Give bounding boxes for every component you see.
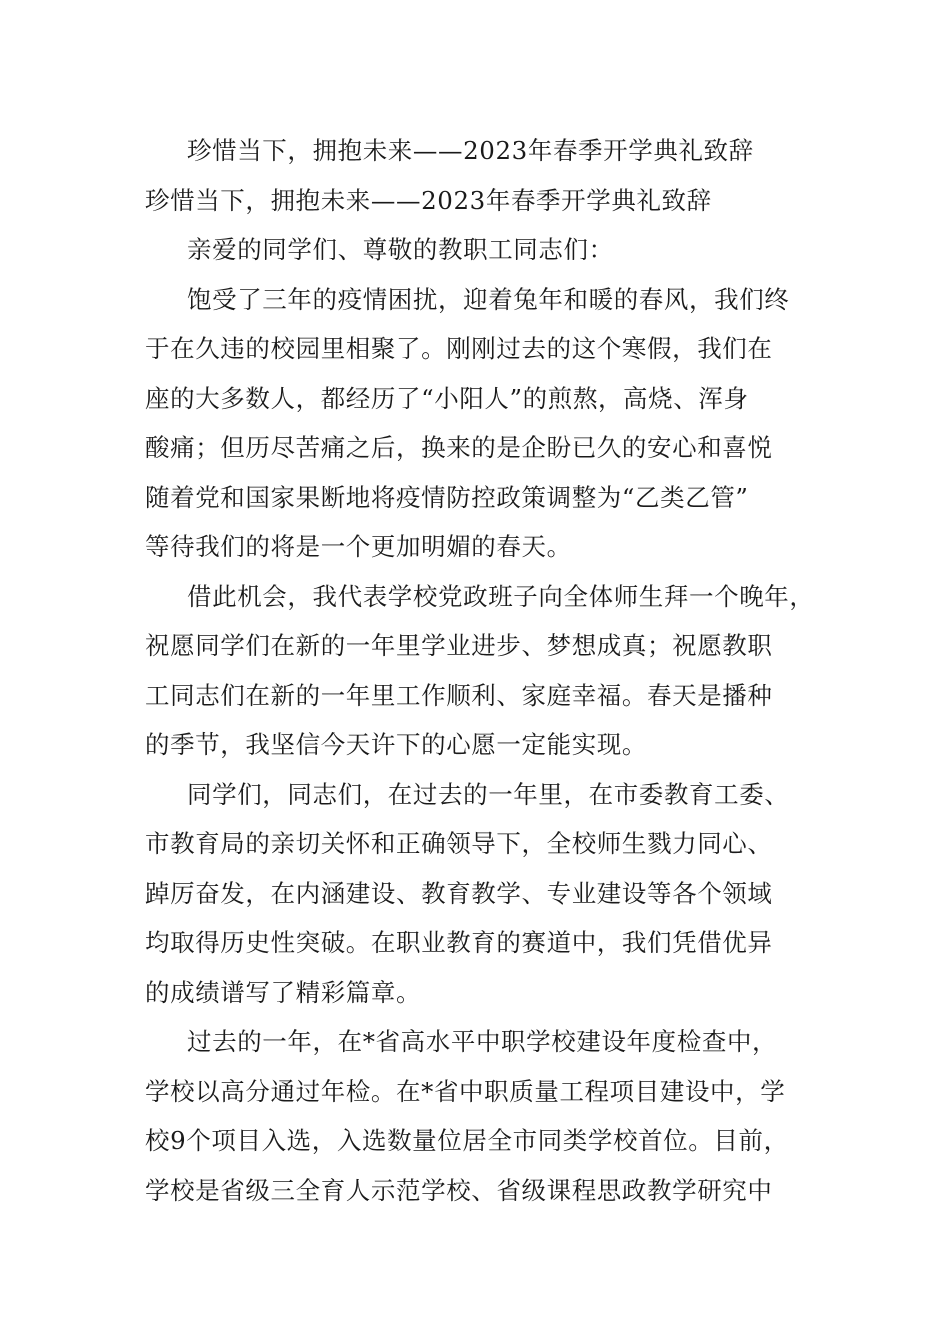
paragraph-3-line-4: 均取得历史性突破。在职业教育的赛道中，我们凭借优异 xyxy=(145,928,773,957)
paragraph-1-line-4: 酸痛；但历尽苦痛之后，换来的是企盼已久的安心和喜悦 xyxy=(145,433,773,462)
paragraph-3-line-5: 的成绩谱写了精彩篇章。 xyxy=(145,977,422,1007)
paragraph-4-line-3: 校9个项目入选，入选数量位居全市同类学校首位。目前， xyxy=(145,1126,789,1155)
paragraph-1-line-3: 座的大多数人，都经历了“小阳人”的煎熬，高烧、浑身 xyxy=(145,383,749,413)
paragraph-4-line-2: 学校以高分通过年检。在*省中职质量工程项目建设中，学 xyxy=(145,1076,786,1106)
paragraph-2-line-4: 的季节，我坚信今天许下的心愿一定能实现。 xyxy=(145,730,647,759)
paragraph-2-line-1: 借此机会，我代表学校党政班子向全体师生拜一个晚年， xyxy=(187,581,815,611)
paragraph-1-line-6: 等待我们的将是一个更加明媚的春天。 xyxy=(145,532,572,561)
paragraph-3-line-2: 市教育局的亲切关怀和正确领导下，全校师生戮力同心、 xyxy=(145,829,773,858)
paragraph-2-line-3: 工同志们在新的一年里工作顺利、家庭幸福。春天是播种 xyxy=(145,680,773,710)
paragraph-4-line-1: 过去的一年，在*省高水平中职学校建设年度检查中， xyxy=(187,1027,778,1056)
paragraph-4-line-4: 学校是省级三全育人示范学校、省级课程思政教学研究中 xyxy=(145,1175,773,1205)
paragraph-2-line-2: 祝愿同学们在新的一年里学业进步、梦想成真；祝愿教职 xyxy=(145,631,773,660)
document-title: 珍惜当下，拥抱未来——2023年春季开学典礼致辞 xyxy=(145,185,712,215)
paragraph-3-line-1: 同学们，同志们，在过去的一年里，在市委教育工委、 xyxy=(187,779,790,809)
paragraph-1-line-5: 随着党和国家果断地将疫情防控政策调整为“乙类乙管” xyxy=(145,482,749,512)
document-title-repeat: 珍惜当下，拥抱未来——2023年春季开学典礼致辞 xyxy=(187,136,754,165)
document-body xyxy=(145,126,835,1215)
salutation: 亲爱的同学们、尊敬的教职工同志们： xyxy=(187,235,614,264)
paragraph-1-line-2: 于在久违的校园里相聚了。刚刚过去的这个寒假，我们在 xyxy=(145,334,773,363)
paragraph-3-line-3: 踔厉奋发，在内涵建设、教育教学、专业建设等各个领域 xyxy=(145,878,773,908)
paragraph-1-line-1: 饱受了三年的疫情困扰，迎着兔年和暖的春风，我们终 xyxy=(187,284,790,314)
